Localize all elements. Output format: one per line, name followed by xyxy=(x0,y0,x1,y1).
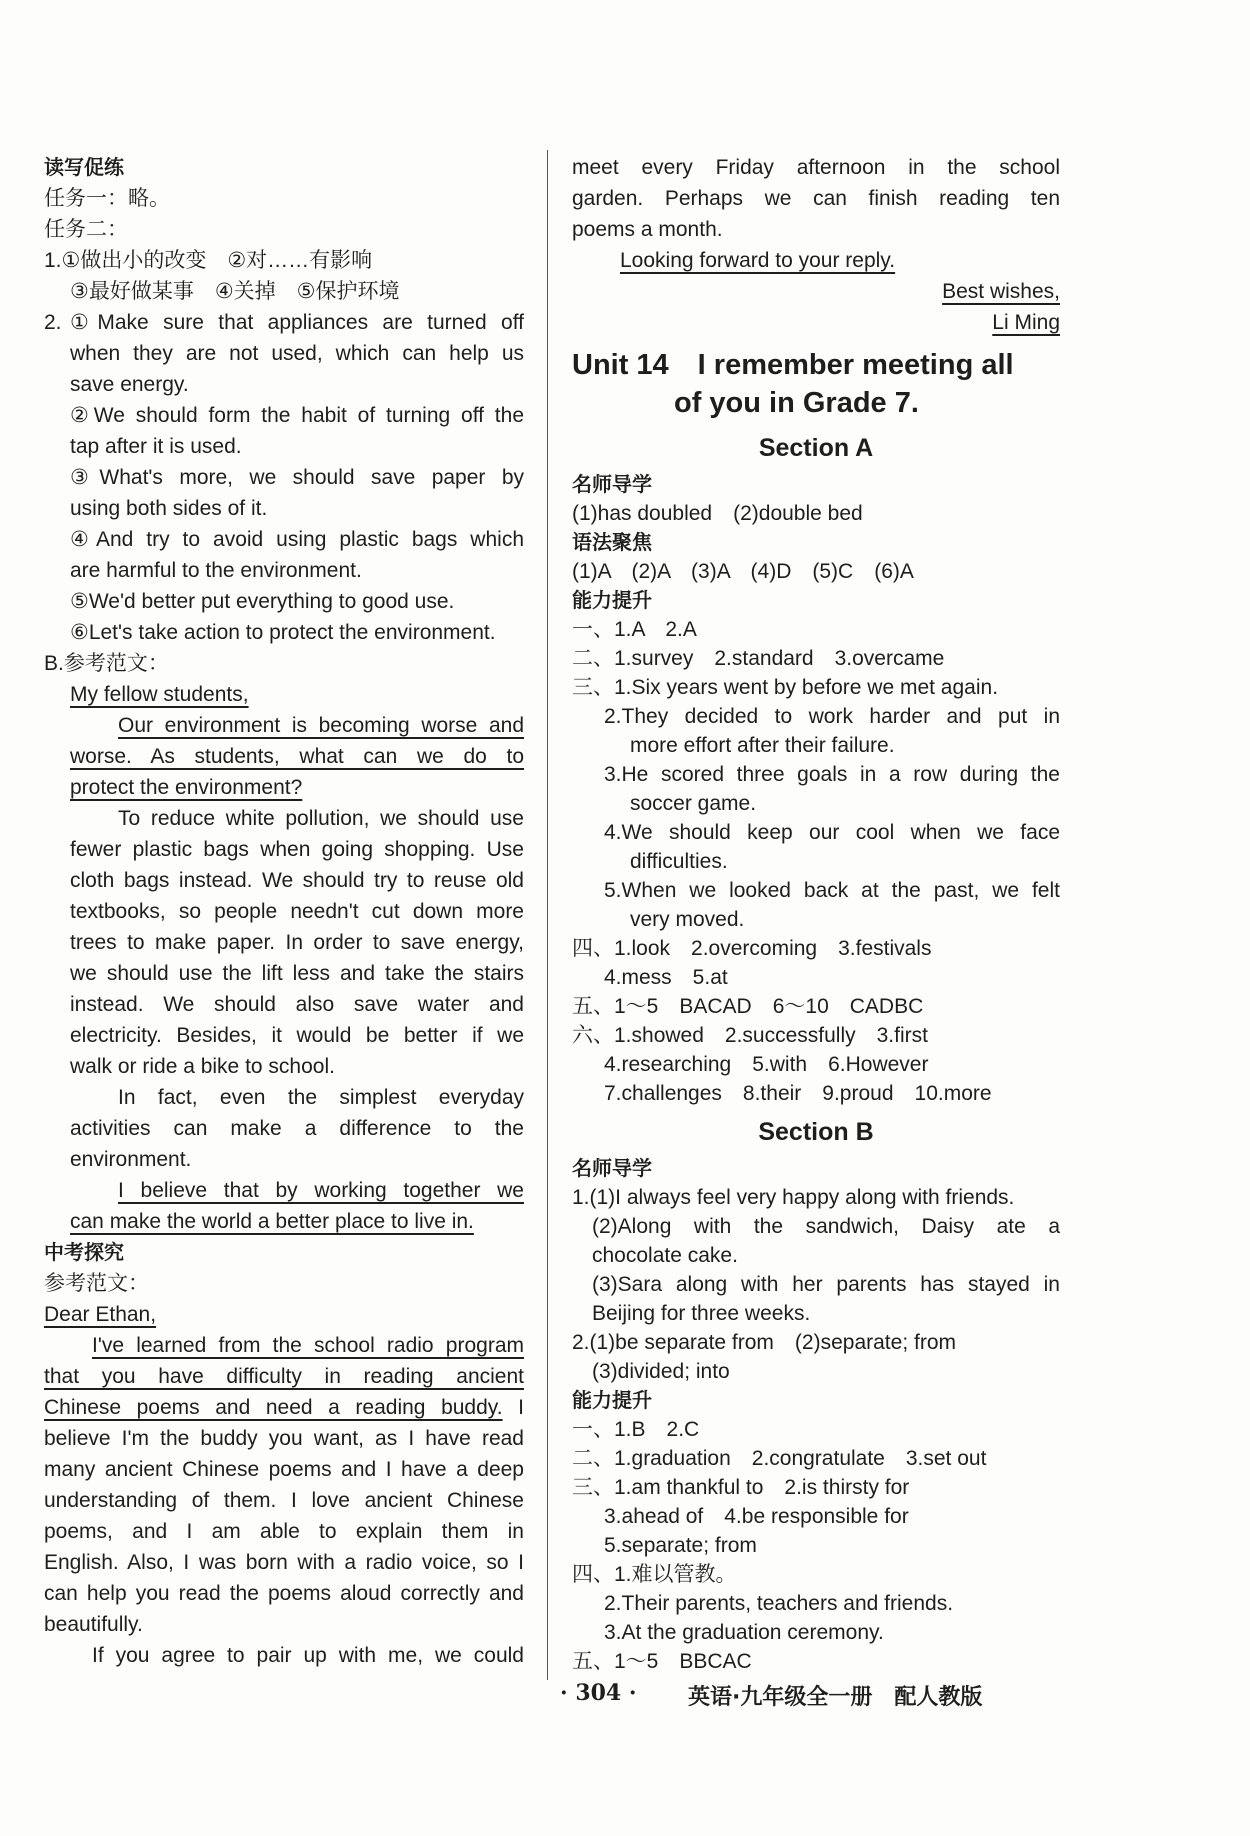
letter-line: meet every Friday afternoon in the school xyxy=(572,156,1060,179)
answer-line: 5.separate; from xyxy=(604,1534,757,1557)
answer-line: 3.He scored three goals in a row during the xyxy=(604,763,1060,786)
answer-line: more effort after their failure. xyxy=(630,734,895,757)
task-2-answer-line: 1.①做出小的改变 ②对……有影响 xyxy=(44,249,373,272)
answer-line: 四、1.look 2.overcoming 3.festivals xyxy=(572,937,932,960)
letter-salutation: Dear Ethan, xyxy=(44,1303,157,1326)
sentence-line: ④And try to avoid using plastic bags which xyxy=(70,528,524,551)
column-divider xyxy=(547,150,548,1680)
essay-line: fewer plastic bags when going shopping. Use xyxy=(70,838,524,861)
book-title: 英语·九年级全一册 配人教版 xyxy=(688,1685,983,1710)
answer-line: 一、1.B 2.C xyxy=(572,1418,700,1441)
letter-line: that you have difficulty in reading ancient xyxy=(44,1365,524,1388)
unit-title-cont: of you in Grade 7. xyxy=(674,387,919,419)
sentence-line: are harmful to the environment. xyxy=(70,559,362,582)
left-column xyxy=(44,152,524,1671)
heading-guide: 名师导学 xyxy=(572,472,652,496)
essay-line: trees to make paper. In order to save energy, xyxy=(70,931,524,954)
letter-line: If you agree to pair up with me, we could xyxy=(92,1644,524,1667)
letter-line: poems, and I am able to explain them in xyxy=(44,1520,524,1543)
essay-salutation: My fellow students, xyxy=(70,683,249,706)
letter-line: believe I'm the buddy you want, as I have read xyxy=(44,1427,524,1450)
heading-exam: 中考探究 xyxy=(44,1240,124,1264)
answer-line: 3.ahead of 4.be responsible for xyxy=(604,1505,909,1528)
answer-line: 一、1.A 2.A xyxy=(572,618,697,641)
reference-label: 参考范文： xyxy=(44,1272,149,1295)
answer-line: 2.They decided to work harder and put in xyxy=(604,705,1060,728)
answer-line: 2.Their parents, teachers and friends. xyxy=(604,1592,954,1615)
heading-guide: 名师导学 xyxy=(572,1156,652,1180)
sentence-line: save energy. xyxy=(70,373,189,396)
essay-line: cloth bags instead. We should try to reuse old xyxy=(70,869,524,892)
heading-grammar: 语法聚焦 xyxy=(572,530,652,554)
answer-line: (2)Along with the sandwich, Daisy ate a xyxy=(592,1215,1060,1238)
answer-line: 2.(1)be separate from (2)separate; from xyxy=(572,1331,956,1354)
section-b-body xyxy=(572,1154,1060,1676)
answer-line: 三、1.Six years went by before we met again. xyxy=(572,676,999,699)
sentence-line: tap after it is used. xyxy=(70,435,242,458)
answer-line: 4.We should keep our cool when we face xyxy=(604,821,1060,844)
letter-line-underlined: Chinese poems and need a reading buddy. xyxy=(44,1396,503,1419)
answer-line: very moved. xyxy=(630,908,745,931)
sentence-line: when they are not used, which can help us xyxy=(70,342,524,365)
answer-line: 1.(1)I always feel very happy along with friends. xyxy=(572,1186,1015,1209)
letter-line: English. Also, I was born with a radio voice, so I xyxy=(44,1551,524,1574)
answer-line: 五、1～5 BBCAC xyxy=(572,1650,752,1673)
essay-line: protect the environment? xyxy=(70,776,303,799)
sentence-line: ⑥Let's take action to protect the environment. xyxy=(70,621,496,644)
essay-line: electricity. Besides, it would be better if we xyxy=(70,1024,524,1047)
letter-line: understanding of them. I love ancient Chinese xyxy=(44,1489,524,1512)
letter-line xyxy=(44,1392,524,1423)
page-number: · 304 · xyxy=(560,1680,637,1706)
answer-line: 7.challenges 8.their 9.proud 10.more xyxy=(604,1082,992,1105)
answer-line: difficulties. xyxy=(630,850,728,873)
essay-line: Our environment is becoming worse and xyxy=(118,714,524,737)
answer-line: (1)has doubled (2)double bed xyxy=(572,502,863,525)
letter-line: garden. Perhaps we can finish reading ten xyxy=(572,187,1060,210)
right-column xyxy=(572,152,1060,1676)
essay-line: instead. We should also save water and xyxy=(70,993,524,1016)
essay-line: activities can make a difference to the xyxy=(70,1117,524,1140)
essay-line: To reduce white pollution, we should use xyxy=(118,807,524,830)
answer-line: 4.researching 5.with 6.However xyxy=(604,1053,929,1076)
letter-line: poems a month. xyxy=(572,218,723,241)
task-1: 任务一：略。 xyxy=(44,187,170,210)
essay-line: we should use the lift less and take the stairs xyxy=(70,962,524,985)
letter-line: many ancient Chinese poems and I have a deep xyxy=(44,1458,524,1481)
sentence-line: using both sides of it. xyxy=(70,497,268,520)
answer-line: Beijing for three weeks. xyxy=(592,1302,811,1325)
essay-line: In fact, even the simplest everyday xyxy=(118,1086,524,1109)
letter-line: beautifully. xyxy=(44,1613,143,1636)
essay-line: textbooks, so people needn't cut down more xyxy=(70,900,524,923)
heading-ability: 能力提升 xyxy=(572,588,652,612)
sentence-line: 2.①Make sure that appliances are turned off xyxy=(44,311,524,334)
answer-line: 六、1.showed 2.successfully 3.first xyxy=(572,1024,928,1047)
answer-line: soccer game. xyxy=(630,792,757,815)
answer-line: 二、1.graduation 2.congratulate 3.set out xyxy=(572,1447,987,1470)
essay-line: I believe that by working together we xyxy=(118,1179,524,1202)
letter-line: I've learned from the school radio program xyxy=(92,1334,524,1357)
essay-line: can make the world a better place to live in. xyxy=(70,1210,474,1233)
section-a-title: Section A xyxy=(758,434,874,462)
answer-line: chocolate cake. xyxy=(592,1244,738,1267)
task-2: 任务二： xyxy=(44,218,128,241)
answer-line: 5.When we looked back at the past, we felt xyxy=(604,879,1060,902)
unit-title: Unit 14 I remember meeting all xyxy=(572,349,1014,381)
answer-line: 三、1.am thankful to 2.is thirsty for xyxy=(572,1476,910,1499)
sentence-line: ③What's more, we should save paper by xyxy=(70,466,524,489)
essay-line: walk or ride a bike to school. xyxy=(70,1055,335,1078)
answer-line: 3.At the graduation ceremony. xyxy=(604,1621,884,1644)
letter-wishes: Best wishes, xyxy=(942,280,1060,303)
part-b-label: B.参考范文： xyxy=(44,652,169,675)
heading-read-write: 读写促练 xyxy=(44,155,124,179)
task-2-answer-line: ③最好做某事 ④关掉 ⑤保护环境 xyxy=(70,280,400,303)
sentence-line: ②We should form the habit of turning off the xyxy=(70,404,524,427)
answer-line: 二、1.survey 2.standard 3.overcame xyxy=(572,647,945,670)
essay-line: environment. xyxy=(70,1148,192,1171)
answer-line: 五、1～5 BACAD 6～10 CADBC xyxy=(572,995,924,1018)
letter-signature: Li Ming xyxy=(992,311,1060,334)
section-a-body xyxy=(572,470,1060,1108)
answer-line: (3)divided; into xyxy=(592,1360,730,1383)
letter-closing: Looking forward to your reply. xyxy=(620,249,896,272)
answer-line: 四、1.难以管教。 xyxy=(572,1563,737,1586)
essay-line: worse. As students, what can we do to xyxy=(70,745,524,768)
heading-ability: 能力提升 xyxy=(572,1388,652,1412)
answer-line: (1)A (2)A (3)A (4)D (5)C (6)A xyxy=(572,560,914,583)
answer-line: 4.mess 5.at xyxy=(604,966,728,989)
letter-line: can help you read the poems aloud correctly and xyxy=(44,1582,524,1605)
sentence-line: ⑤We'd better put everything to good use. xyxy=(70,590,455,613)
section-b-title: Section B xyxy=(758,1118,874,1146)
answer-line: (3)Sara along with her parents has stayed in xyxy=(592,1273,1060,1296)
letter-line-tail: I xyxy=(502,1396,524,1419)
